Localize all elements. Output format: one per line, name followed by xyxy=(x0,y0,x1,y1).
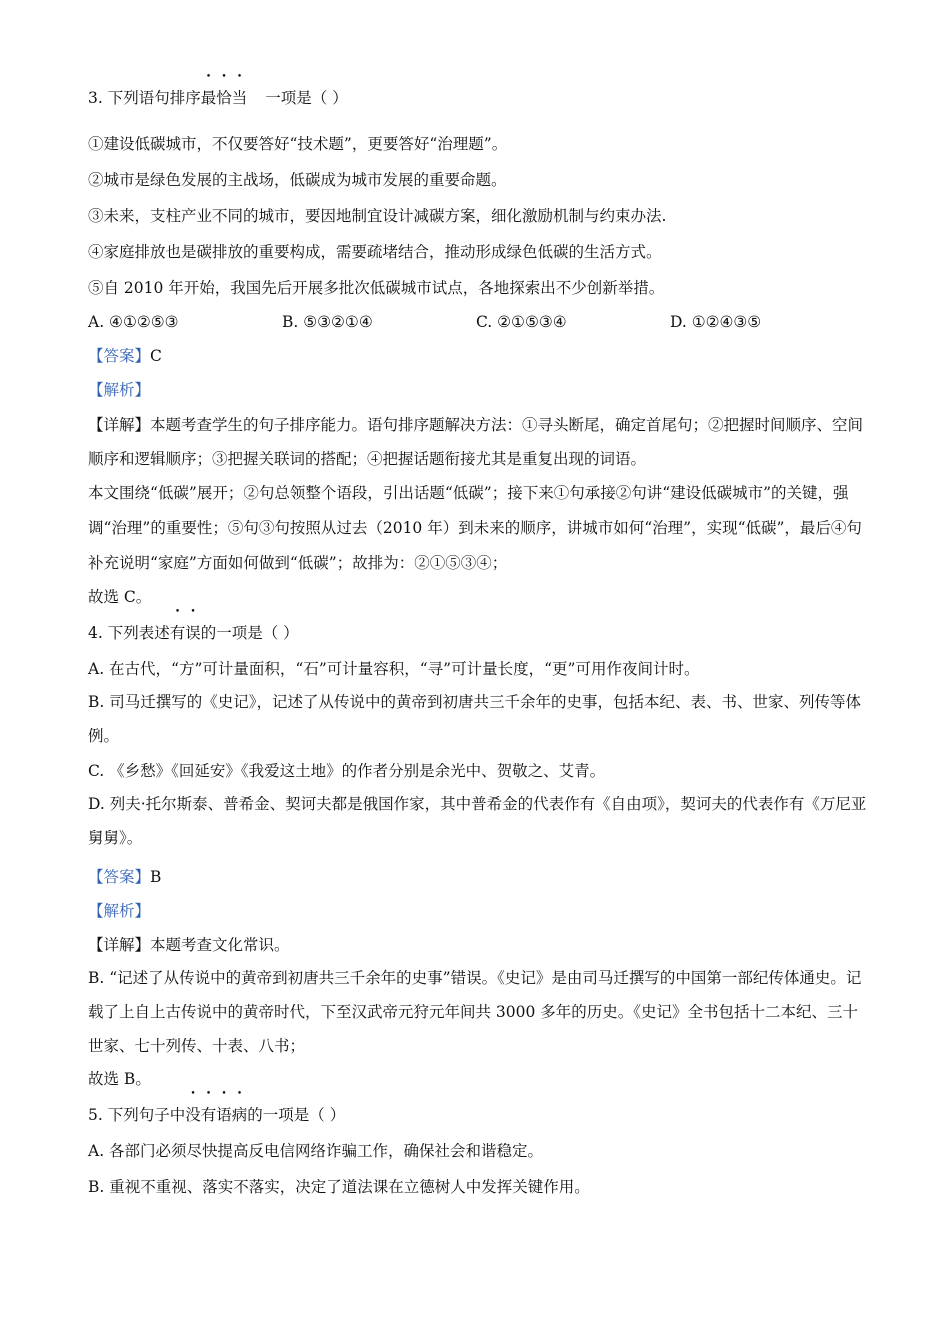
q3-stem-suffix: 一项是（ ） xyxy=(265,89,348,107)
q4-option-d: D. 列夫·托尔斯泰、普希金、契诃夫都是俄国作家，其中普希金的代表作有《自由项》，契诃夫的代表作有《万尼亚舅舅》。 xyxy=(88,795,867,847)
q3-analysis-tag: 【解析】 xyxy=(88,381,151,399)
q3-option-a: A. ④①②⑤③ xyxy=(88,313,179,331)
q3-option-b: B. ⑤③②①④ xyxy=(282,313,373,331)
q3-sentence-1: ①建设低碳城市，不仅要答好“技术题”，更要答好“治理题”。 xyxy=(88,135,508,153)
q4-option-c: C. 《乡愁》《回延安》《我爱这土地》的作者分别是余光中、贺敬之、艾青。 xyxy=(88,762,606,780)
q3-stem-prefix: 3. 下列语句排序 xyxy=(88,89,201,107)
q5-stem xyxy=(88,1103,868,1127)
q3-sentence-3: ③未来，支柱产业不同的城市，要因地制宜设计减碳方案，细化激励机制与约束办法. xyxy=(88,207,667,225)
q4-answer-value: B xyxy=(150,868,162,886)
q4-analysis-tag: 【解析】 xyxy=(88,902,151,920)
q4-option-b: B. 司马迁撰写的《史记》，记述了从传说中的黄帝到初唐共三千余年的史事，包括本纪、表、书、世家、列传等体例。 xyxy=(88,693,861,745)
document-page xyxy=(88,86,868,1199)
emphasis-char: 没 xyxy=(185,1106,201,1124)
q4-stem xyxy=(88,621,868,645)
emphasis-char: 恰 xyxy=(216,89,232,107)
q4-stem-prefix: 4. 下列表述 xyxy=(88,624,170,642)
q3-options xyxy=(88,310,868,334)
q5-option-b: B. 重视不重视、落实不落实，决定了道法课在立德树人中发挥关键作用。 xyxy=(88,1178,590,1196)
q3-sentence-4: ④家庭排放也是碳排放的重要构成，需要疏堵结合，推动形成绿色低碳的生活方式。 xyxy=(88,243,662,261)
emphasis-char: 当 xyxy=(231,89,248,107)
emphasis-char: 最 xyxy=(200,89,217,107)
q3-sentence-5: ⑤自 2010 年开始，我国先后开展多批次低碳城市试点，各地探索出不少创新举措。 xyxy=(88,279,665,297)
q4-detail-text: 本题考查文化常识。 xyxy=(150,936,290,954)
detail-tag: 【详解】 xyxy=(88,416,151,434)
q4-stem-suffix: 的一项是（ ） xyxy=(200,624,299,642)
q4-detail-analysis: B. “记述了从传说中的黄帝到初唐共三千余年的史事”错误。《史记》是由司马迁撰写的中国第一部纪传体通史。记载了上自上古传说中的黄帝时代，下至汉武帝元狩元年间共 3000 多年的历史。《史记》全书包括十二本纪、三十世家、七十列传、十表、八书； xyxy=(88,969,862,1055)
q4-option-a: A. 在古代，“方”可计量面积，“石”可计量容积，“寻”可计量长度，“更”可用作夜间计时。 xyxy=(88,660,700,678)
emphasis-char: 有 xyxy=(169,624,186,642)
q3-detail-text: 本题考查学生的句子排序能力。语句排序题解决方法：①寻头断尾，确定首尾句；②把握时间顺序、空间顺序和逻辑顺序；③把握关联词的搭配；④把握话题衔接尤其是重复出现的词语。 xyxy=(88,416,864,468)
q3-detail-analysis: 本文围绕“低碳”展开；②句总领整个语段，引出话题“低碳”；接下来①句承接②句讲“建设低碳城市”的关键，强调“治理”的重要性；⑤句③句按照从过去（2010 年）到未来的顺序，讲城市如何“治理”，实现“低碳”，最后④句补充说明“家庭”方面如何做到“低碳”；故排为：②①⑤③④； xyxy=(88,484,862,572)
q3-option-d: D. ①②④③⑤ xyxy=(670,313,762,331)
q5-stem-prefix: 5. 下列句子中 xyxy=(88,1106,186,1124)
q3-conclusion: 故选 C。 xyxy=(88,588,152,606)
q4-conclusion: 故选 B。 xyxy=(88,1070,151,1088)
q5-stem-suffix: 的一项是（ ） xyxy=(247,1106,346,1124)
q4-detail xyxy=(88,933,868,957)
emphasis-char: 语 xyxy=(216,1106,232,1124)
q3-answer-value: C xyxy=(150,347,162,365)
detail-tag: 【详解】 xyxy=(88,936,151,954)
answer-tag: 【答案】 xyxy=(88,347,151,365)
q3-option-c: C. ②①⑤③④ xyxy=(476,313,567,331)
emphasis-char: 有 xyxy=(200,1106,217,1124)
q5-option-a: A. 各部门必须尽快提高反电信网络诈骗工作，确保社会和谐稳定。 xyxy=(88,1142,544,1160)
q3-stem xyxy=(88,86,868,110)
q4-answer xyxy=(88,865,868,889)
emphasis-char: 误 xyxy=(185,624,201,642)
q3-detail xyxy=(88,408,868,476)
q3-sentence-2: ②城市是绿色发展的主战场，低碳成为城市发展的重要命题。 xyxy=(88,171,507,189)
answer-tag: 【答案】 xyxy=(88,868,151,886)
q3-answer xyxy=(88,344,868,368)
emphasis-char: 病 xyxy=(231,1106,248,1124)
